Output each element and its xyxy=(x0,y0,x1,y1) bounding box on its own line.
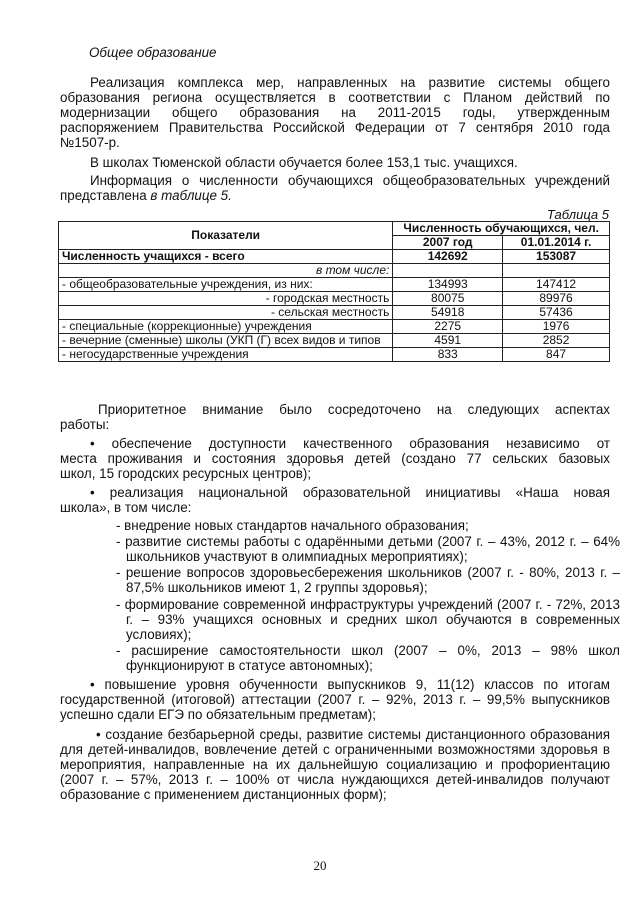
table-row xyxy=(59,264,610,278)
value-2014: 89976 xyxy=(503,292,610,306)
text-line: • реализация национальной образовательной инициативы «Наша новая xyxy=(90,485,610,500)
row-label: - вечерние (сменные) школы (УКП (Г) всех видов и типов xyxy=(59,334,393,348)
value-2007: 2275 xyxy=(393,320,503,334)
bullet-barrier-free: • создание безбарьерной среды, развитие системы дистанционного образования для детей-инвалидов, вовлечение детей с ограниченными возможностями здоровья в мероприятия, направленные на их дальнейшую социализацию и профориентацию (2007 г. – 57%, 2013 г. – 100% от числа нуждающихся детей-инвалидов получают образование с применением дистанционных форм); xyxy=(60,727,610,802)
value-2007 xyxy=(393,264,503,278)
value-2014: 153087 xyxy=(503,250,610,264)
text-line: №1507-р. xyxy=(60,135,120,150)
text-line: модернизации общего образования на 2011-2015 годы, утвержденным xyxy=(60,105,610,120)
value-2014: 847 xyxy=(503,348,610,362)
table-row xyxy=(59,320,610,334)
table-row xyxy=(59,250,610,264)
value-2007: 134993 xyxy=(393,278,503,292)
table-caption: Таблица 5 xyxy=(546,207,609,222)
page-number: 20 xyxy=(313,858,327,873)
text-line: • обеспечение доступности качественного образования независимо от xyxy=(90,436,610,451)
text-line: школ, 15 городских ресурсных центров); xyxy=(60,466,312,481)
value-2007: 4591 xyxy=(393,334,503,348)
table-row xyxy=(59,278,610,292)
header-indicator: Показатели xyxy=(59,222,393,250)
value-2014: 57436 xyxy=(503,306,610,320)
table-row xyxy=(59,348,610,362)
text-line: школа», в том числе: xyxy=(60,500,192,515)
text-line: распоряжением Правительства Российской Федерации от 7 сентября 2010 года xyxy=(60,120,610,135)
value-2007: 833 xyxy=(393,348,503,362)
table-header-row xyxy=(59,222,610,236)
table-row xyxy=(59,306,610,320)
paragraph-students: В школах Тюменской области обучается более 153,1 тыс. учащихся. xyxy=(90,155,518,170)
bullet-graduates: • повышение уровня обученности выпускников 9, 11(12) классов по итогам государственной (итоговой) аттестации (2007 г. – 92%, 2013 г. – 99,5% выпускников успешно сдали ЕГЭ по обязательным предметам); xyxy=(60,677,610,722)
sub-item: - развитие системы работы с одарёнными детьми (2007 г. – 43%, 2012 г. – 64% школьников участвуют в олимпиадных мероприятиях); xyxy=(116,534,620,564)
value-2007: 54918 xyxy=(393,306,503,320)
value-2007: 142692 xyxy=(393,250,503,264)
value-2007: 80075 xyxy=(393,292,503,306)
row-label: - негосударственные учреждения xyxy=(59,348,393,362)
value-2014: 147412 xyxy=(503,278,610,292)
students-table xyxy=(58,221,610,362)
sub-item: - расширение самостоятельности школ (2007 – 0%, 2013 – 98% школ функционируют в статусе автономных); xyxy=(116,643,620,673)
sub-item: - решение вопросов здоровьесбережения школьников (2007 г. - 80%, 2013 г. – 87,5% школьников имеют 1, 2 группы здоровья); xyxy=(116,565,620,595)
table-row xyxy=(59,292,610,306)
row-label: - общеобразовательные учреждения, из них: xyxy=(59,278,393,292)
text-line: Приоритетное внимание было сосредоточено на следующих аспектах xyxy=(98,402,610,417)
table-row xyxy=(59,334,610,348)
section-heading: Общее образование xyxy=(89,45,217,60)
text-line: работы: xyxy=(60,417,110,432)
header-count: Численность обучающихся, чел. xyxy=(393,222,610,236)
value-2014: 1976 xyxy=(503,320,610,334)
sub-item: - внедрение новых стандартов начального образования; xyxy=(116,518,469,533)
text-line xyxy=(60,188,610,203)
text-line: Информация о численности обучающихся общеобразовательных учреждений xyxy=(90,173,610,188)
row-label: Численность учащихся - всего xyxy=(59,250,393,264)
sub-item: - формирование современной инфраструктуры учреждений (2007 г. - 72%, 2013 г. – 93% учащихся основных и средних школ обучаются в современных условиях); xyxy=(116,597,620,642)
text-line: образования региона осуществляется в соответствии с Планом действий по xyxy=(60,90,610,105)
row-label: - специальные (коррекционные) учреждения xyxy=(59,320,393,334)
value-2014 xyxy=(503,264,610,278)
table-reference: в таблице 5. xyxy=(150,188,232,203)
text-line: Реализация комплекса мер, направленных на развитие системы общего xyxy=(90,75,610,90)
value-2014: 2852 xyxy=(503,334,610,348)
header-2014: 01.01.2014 г. xyxy=(503,236,610,250)
text-span: представлена xyxy=(60,188,151,203)
row-label: в том числе: xyxy=(59,264,393,278)
header-2007: 2007 год xyxy=(393,236,503,250)
row-label: - сельская местность xyxy=(59,306,393,320)
row-label: - городская местность xyxy=(59,292,393,306)
text-line: места проживания и состояния здоровья детей (создано 77 сельских базовых xyxy=(60,451,610,466)
